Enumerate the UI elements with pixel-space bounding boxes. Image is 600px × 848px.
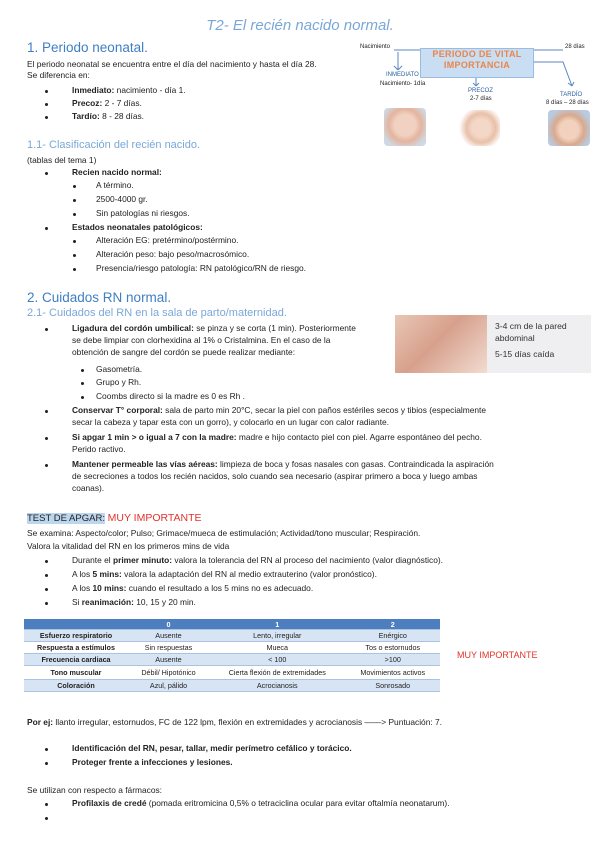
normal-label: Recien nacido normal: — [72, 167, 162, 177]
air-line-2: de secreciones a todos los recién nacidos, solo cuando sea necesario (aspirar primero a boca y luego ambas — [72, 471, 478, 481]
table-side-note: MUY IMPORTANTE — [457, 650, 538, 660]
apgar-test-heading: TEST DE APGAR: MUY IMPORTANTE — [27, 512, 202, 524]
bullet-icon — [45, 464, 48, 467]
table-cell: Sonrosado — [346, 680, 440, 692]
bullet-icon — [73, 199, 76, 202]
section-2-heading: 2. Cuidados RN normal. — [27, 290, 172, 305]
section-1-1-heading: 1.1- Clasificación del recién nacido. — [27, 139, 201, 151]
bullet-icon — [45, 588, 48, 591]
example-line: Por ej: llanto irregular, estornudos, FC de 122 lpm, flexión en extremidades y acrocianosis ——> Puntuación: 7. — [27, 717, 443, 727]
list-item: Alteración EG: pretérmino/postérmino. — [96, 235, 239, 245]
table-cell: Acrocianosis — [209, 680, 346, 692]
list-item: Identificación del RN, pesar, tallar, medir perímetro cefálico y torácico. — [72, 743, 352, 753]
list-item: Coombs directo si la madre es 0 es Rh . — [96, 391, 245, 401]
list-item: Durante el primer minuto: valora la tolerancia del RN al proceso del nacimiento (valor diagnóstico). — [72, 555, 443, 565]
section-2-1-heading: 2.1- Cuidados del RN en la sala de parto/maternidad. — [27, 307, 287, 319]
newborn-photo-1 — [384, 108, 426, 146]
list-item: A los 5 mins: valora la adaptación del RN al medio extrauterino (valor pronóstico). — [72, 569, 377, 579]
section-1-heading: 1. Periodo neonatal. — [27, 40, 148, 55]
bullet-icon — [73, 213, 76, 216]
list-item: 2500-4000 gr. — [96, 194, 148, 204]
table-row — [24, 654, 440, 666]
bullet-icon — [45, 116, 48, 119]
diagram-inmediato-range: Nacimiento- 1día — [380, 81, 426, 87]
table-header-cell: 2 — [346, 619, 440, 630]
table-cell: Movimientos activos — [346, 666, 440, 680]
table-cell: Coloración — [24, 680, 128, 692]
cord-line-3: obtención de sangre del cordón se puede realizar mediante: — [72, 347, 296, 357]
table-header-cell: 1 — [209, 619, 346, 630]
cord-photo — [395, 315, 487, 373]
table-row — [24, 642, 440, 654]
list-item: Precoz: 2 - 7 días. — [72, 98, 142, 108]
bullet-icon — [73, 240, 76, 243]
bullet-icon — [45, 762, 48, 765]
table-cell: Ausente — [128, 654, 209, 666]
table-row — [24, 666, 440, 680]
list-item: A término. — [96, 180, 134, 190]
table-row — [24, 680, 440, 692]
cord-photo-panel — [395, 315, 591, 373]
list-item: A los 10 mins: cuando el resultado a los 5 mins no es adecuado. — [72, 583, 314, 593]
bullet-icon — [73, 268, 76, 271]
table-cell: Débil/ Hipotónico — [128, 666, 209, 680]
s11-note: (tablas del tema 1) — [27, 155, 97, 165]
table-cell: >100 — [346, 654, 440, 666]
table-cell: Cierta flexión de extremidades — [209, 666, 346, 680]
apgar-test-line-1: Se examina: Aspecto/color; Pulso; Grimace/mueca de estimulación; Actividad/tono muscular; Respiración. — [27, 528, 421, 538]
bullet-icon — [73, 254, 76, 257]
table-cell: Azul, pálido — [128, 680, 209, 692]
table-cell: Ausente — [128, 630, 209, 642]
diagram-tardio: TARDÍO — [560, 92, 583, 98]
diagram-precoz: PRECOZ — [468, 88, 494, 94]
list-item: Tardío: 8 - 28 días. — [72, 111, 144, 121]
list-item: Sin patologías ni riesgos. — [96, 208, 190, 218]
newborn-photo-2 — [458, 110, 500, 146]
list-item: Profilaxis de credé (pomada eritromicina 0,5% o tetraciclina ocular para evitar oftalmía neonatarum). — [72, 798, 450, 808]
bullet-icon — [45, 574, 48, 577]
bullet-icon — [81, 369, 84, 372]
newborn-photo-3 — [548, 110, 590, 146]
cord-photo-line-2: abdominal — [495, 333, 535, 343]
list-item: Inmediato: nacimiento - día 1. — [72, 85, 186, 95]
table-row — [24, 630, 440, 642]
table-cell: Enérgico — [346, 630, 440, 642]
pathologic-label: Estados neonatales patológicos: — [72, 222, 203, 232]
air-line-3: coanas). — [72, 483, 105, 493]
list-item: Presencia/riesgo patología: RN patológico/RN de riesgo. — [96, 263, 306, 273]
apgar-line-2: Perido ractivo. — [72, 444, 126, 454]
cord-photo-line-3: 5-15 días caída — [495, 349, 555, 359]
temp-line-2: secar la cabeza y tapar esta con un gorro), y colocarlo en un lugar con calor radiante. — [72, 417, 390, 427]
table-cell: Tono muscular — [24, 666, 128, 680]
cord-line-1: Ligadura del cordón umbilical: se pinza y se corta (1 min). Posteriormente — [72, 323, 356, 333]
cord-line-2: se debe limpiar con clorhexidina al 1% o Cristalmina. En el caso de la — [72, 335, 331, 345]
table-header-cell: 0 — [128, 619, 209, 630]
diagram-inmediato: INMEDIATO — [386, 72, 419, 78]
table-cell: Frecuencia cardiaca — [24, 654, 128, 666]
bullet-icon — [45, 437, 48, 440]
bullet-icon — [45, 803, 48, 806]
bullet-icon — [45, 103, 48, 106]
diagram-start-label: Nacimiento — [360, 44, 391, 50]
table-cell: Mueca — [209, 642, 346, 654]
list-item: Grupo y Rh. — [96, 377, 142, 387]
list-item: Proteger frente a infecciones y lesiones. — [72, 757, 233, 767]
bullet-icon — [45, 172, 48, 175]
bullet-icon — [45, 410, 48, 413]
bullet-icon — [45, 748, 48, 751]
table-cell: < 100 — [209, 654, 346, 666]
list-item: Gasometría. — [96, 364, 143, 374]
drug-intro: Se utilizan con respecto a fármacos: — [27, 785, 162, 795]
bullet-icon — [45, 328, 48, 331]
diagram-precoz-range: 2-7 días — [470, 96, 492, 102]
temp-line-1: Conservar T° corporal: sala de parto min 20°C, secar la piel con paños estériles secos y tibios (especialmente — [72, 405, 487, 415]
diagram-banner: PERIODO DE VITAL IMPORTANCIA — [420, 48, 534, 78]
bullet-icon — [45, 602, 48, 605]
s1-paragraph-2: Se diferencia en: — [27, 70, 90, 80]
bullet-icon — [73, 185, 76, 188]
bullet-icon — [45, 90, 48, 93]
bullet-icon — [45, 227, 48, 230]
table-cell: Sin respuestas — [128, 642, 209, 654]
page-title: T2- El recién nacido normal. — [206, 17, 394, 34]
list-item: Alteración peso: bajo peso/macrosómico. — [96, 249, 250, 259]
apgar-line-1: Si apgar 1 min > o igual a 7 con la madre: madre e hijo contacto piel con piel. Agarre espontáneo del pecho. — [72, 432, 482, 442]
table-header-row — [24, 619, 440, 630]
table-cell: Lento, irregular — [209, 630, 346, 642]
diagram-end-label: 28 días — [565, 44, 585, 50]
bullet-icon — [81, 382, 84, 385]
bullet-icon — [45, 817, 48, 820]
cord-photo-line-1: 3-4 cm de la pared — [495, 321, 567, 331]
bullet-icon — [45, 560, 48, 563]
s1-paragraph-1: El periodo neonatal se encuentra entre el día del nacimiento y hasta el día 28. — [27, 59, 317, 69]
table-header-cell — [24, 619, 128, 630]
table-cell: Respuesta a estímulos — [24, 642, 128, 654]
bullet-icon — [81, 396, 84, 399]
table-cell: Esfuerzo respiratorio — [24, 630, 128, 642]
table-cell: Tos o estornudos — [346, 642, 440, 654]
diagram-tardio-range: 8 días – 28 días — [546, 100, 589, 106]
neonatal-period-diagram — [358, 40, 590, 150]
apgar-test-line-2: Valora la vitalidad del RN en los primeros mins de vida — [27, 541, 230, 551]
air-line-1: Mantener permeable las vías aéreas: limpieza de boca y fosas nasales con gasas. Contraindicada la aspiración — [72, 459, 494, 469]
list-item: Si reanimación: 10, 15 y 20 min. — [72, 597, 196, 607]
apgar-table — [24, 619, 440, 692]
